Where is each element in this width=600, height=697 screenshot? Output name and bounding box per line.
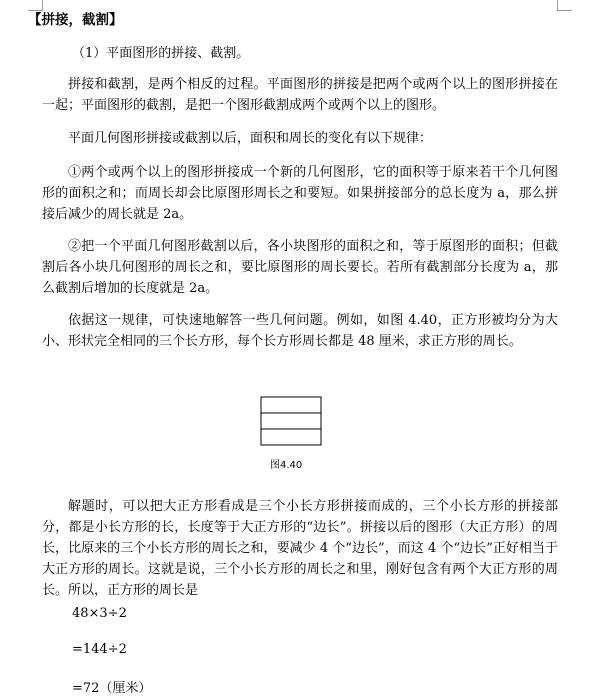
figure-caption: 图4.40 [270,460,303,471]
paragraph-definition: 拼接和截割，是两个相反的过程。平面图形的拼接是把两个或两个以上的图形拼接在一起；平面图形的截割，是把一个图形截割成两个或两个以上的图形。 [42,77,558,113]
square-diagram [260,396,322,446]
paragraph-solution: 解题时，可以把大正方形看成是三个小长方形拼接而成的，三个小长方形的拼接部分，都是小长方形的长，长度等于大正方形的“边长”。拼接以后的图形（大正方形）的周长，比原来的三个小长方形的周长之和，要减少 4 个“边长”，而这 4 个“边长”正好相当于大正方形的周长。这就是说，三个小长方形的周长之和里，刚好包含有两个大正方形的周长。所以，正方形的周长是 [42,499,558,598]
paragraph-example: 依据这一规律，可快速地解答一些几何问题。例如，如图 4.40，正方形被均分为大小、形状完全相同的三个长方形，每个长方形周长都是 48 厘米，求正方形的周长。 [42,313,558,349]
margin-mark-right [557,0,572,11]
calculation-step-3: =72（厘米） [72,681,152,696]
calculation-step-1: 48×3÷2 [72,606,127,621]
paragraph-rule-cutting: ②把一个平面几何图形截割以后，各小块图形的面积之和，等于原图形的面积；但截割后各小块几何图形的周长之和，要比原图形的周长要长。若所有截割部分长度为 a，那么截割后增加的长度就是 2a。 [42,239,558,296]
outer-square [261,397,321,445]
section-subheading: （1）平面图形的拼接、截割。 [72,46,250,61]
paragraph-rule-joining: ①两个或两个以上的图形拼接成一个新的几何图形，它的面积等于原来若干个几何图形的面积之和；而周长却会比原图形周长之和要短。如果拼接部分的总长度为 a，那么拼接后减少的周长就是 2a。 [42,165,558,222]
paragraph-rules-intro: 平面几何图形拼接或截割以后，面积和周长的变化有以下规律： [68,131,433,146]
calculation-step-2: =144÷2 [72,642,127,657]
figure-square-three-rectangles [260,396,322,446]
section-heading: 【拼接，截割】 [28,12,123,28]
